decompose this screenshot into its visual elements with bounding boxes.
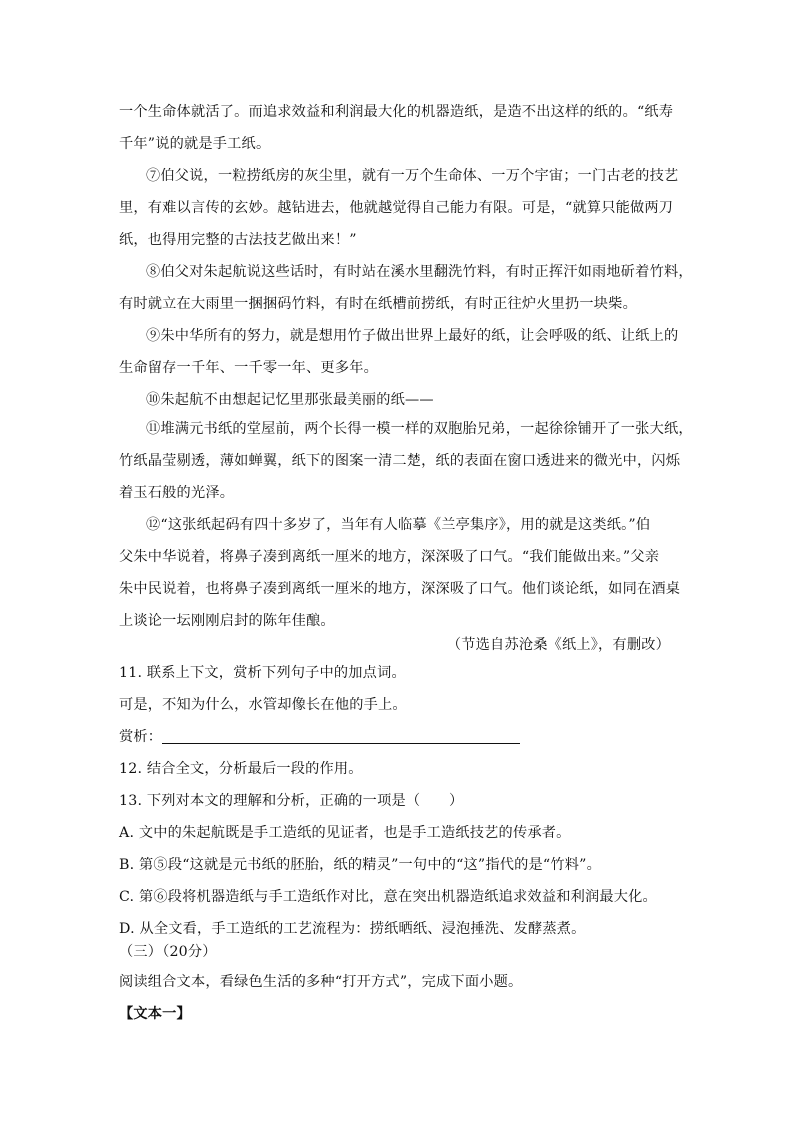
paragraph-line: 竹纸晶莹剔透，薄如蝉翼，纸下的图案一清二楚，纸的表面在窗口透进来的微光中，闪烁	[119, 453, 681, 469]
question-11: 11. 联系上下文，赏析下列句子中的加点词。	[119, 665, 406, 681]
question-11-sentence: 可是，不知为什么，水管却像长在他的手上。	[119, 697, 407, 713]
text-one-heading: 【文本一】	[119, 1006, 191, 1022]
option-a: A. 文中的朱起航既是手工造纸的见证者，也是手工造纸技艺的传承者。	[119, 825, 571, 841]
paragraph-11: ⑪堆满元书纸的堂屋前，两个长得一模一样的双胞胎兄弟，一起徐徐铺开了一张大纸，	[146, 421, 693, 437]
paragraph-line: 生命留存一千年、一千零一年、更多年。	[119, 360, 378, 376]
paragraph-line: 着玉石般的光泽。	[119, 485, 235, 501]
paragraph-line: 有时就立在大雨里一捆捆码竹料，有时在纸槽前捞纸，有时正往炉火里扔一块柴。	[119, 296, 637, 312]
answer-blank	[162, 728, 520, 744]
option-b: B. 第⑤段“这就是元书纸的胚胎，纸的精灵”一句中的“这”指代的是“竹料”。	[119, 857, 602, 873]
section-heading: （三）（20分）	[119, 944, 217, 960]
paragraph-line: 纸，也得用完整的古法技艺做出来！”	[119, 232, 357, 248]
paragraph-10: ⑩朱起航不由想起记忆里那张最美丽的纸——	[146, 392, 434, 408]
source-note: （节选自苏沧桑《纸上》，有删改）	[446, 637, 670, 653]
paragraph-9: ⑨朱中华所有的努力，就是想用竹子做出世界上最好的纸，让会呼吸的纸、让纸上的	[146, 328, 679, 344]
question-13: 13. 下列对本文的理解和分析，正确的一项是（ ）	[119, 793, 464, 809]
section-instruction: 阅读组合文本，看绿色生活的多种“打开方式”，完成下面小题。	[119, 974, 523, 990]
paragraph-12: ⑫“这张纸起码有四十多岁了，当年有人临摹《兰亭集序》，用的就是这类纸。”伯	[146, 517, 651, 533]
paragraph-line: 一个生命体就活了。而追求效益和利润最大化的机器造纸，是造不出这样的纸的。“纸寿	[119, 104, 674, 120]
option-d: D. 从全文看，手工造纸的工艺流程为：捞纸晒纸、浸泡捶洗、发酵蒸煮。	[119, 921, 586, 937]
paragraph-line: 千年”说的就是手工纸。	[119, 136, 271, 152]
answer-line	[119, 727, 679, 747]
option-c: C. 第⑥段将机器造纸与手工造纸作对比，意在突出机器造纸追求效益和利润最大化。	[119, 889, 657, 905]
paragraph-line: 父朱中华说着，将鼻子凑到离纸一厘米的地方，深深吸了口气。“我们能做出来。”父亲	[119, 549, 660, 565]
question-12: 12. 结合全文，分析最后一段的作用。	[119, 761, 363, 777]
paragraph-line: 朱中民说着，也将鼻子凑到离纸一厘米的地方，深深吸了口气。他们谈论纸，如同在酒桌	[119, 581, 681, 597]
paragraph-line: 上谈论一坛刚刚启封的陈年佳酿。	[119, 613, 335, 629]
paragraph-8: ⑧伯父对朱起航说这些话时，有时站在溪水里翻洗竹料，有时正挥汗如雨地斫着竹料，	[146, 264, 693, 280]
paragraph-line: 里，有难以言传的玄妙。越钻进去，他就越觉得自己能力有限。可是，“就算只能做两刀	[119, 200, 674, 216]
answer-label: 赏析：	[119, 729, 163, 745]
paragraph-7: ⑦伯父说，一粒捞纸房的灰尘里，就有一万个生命体、一万个宇宙；一门古老的技艺	[146, 168, 679, 184]
